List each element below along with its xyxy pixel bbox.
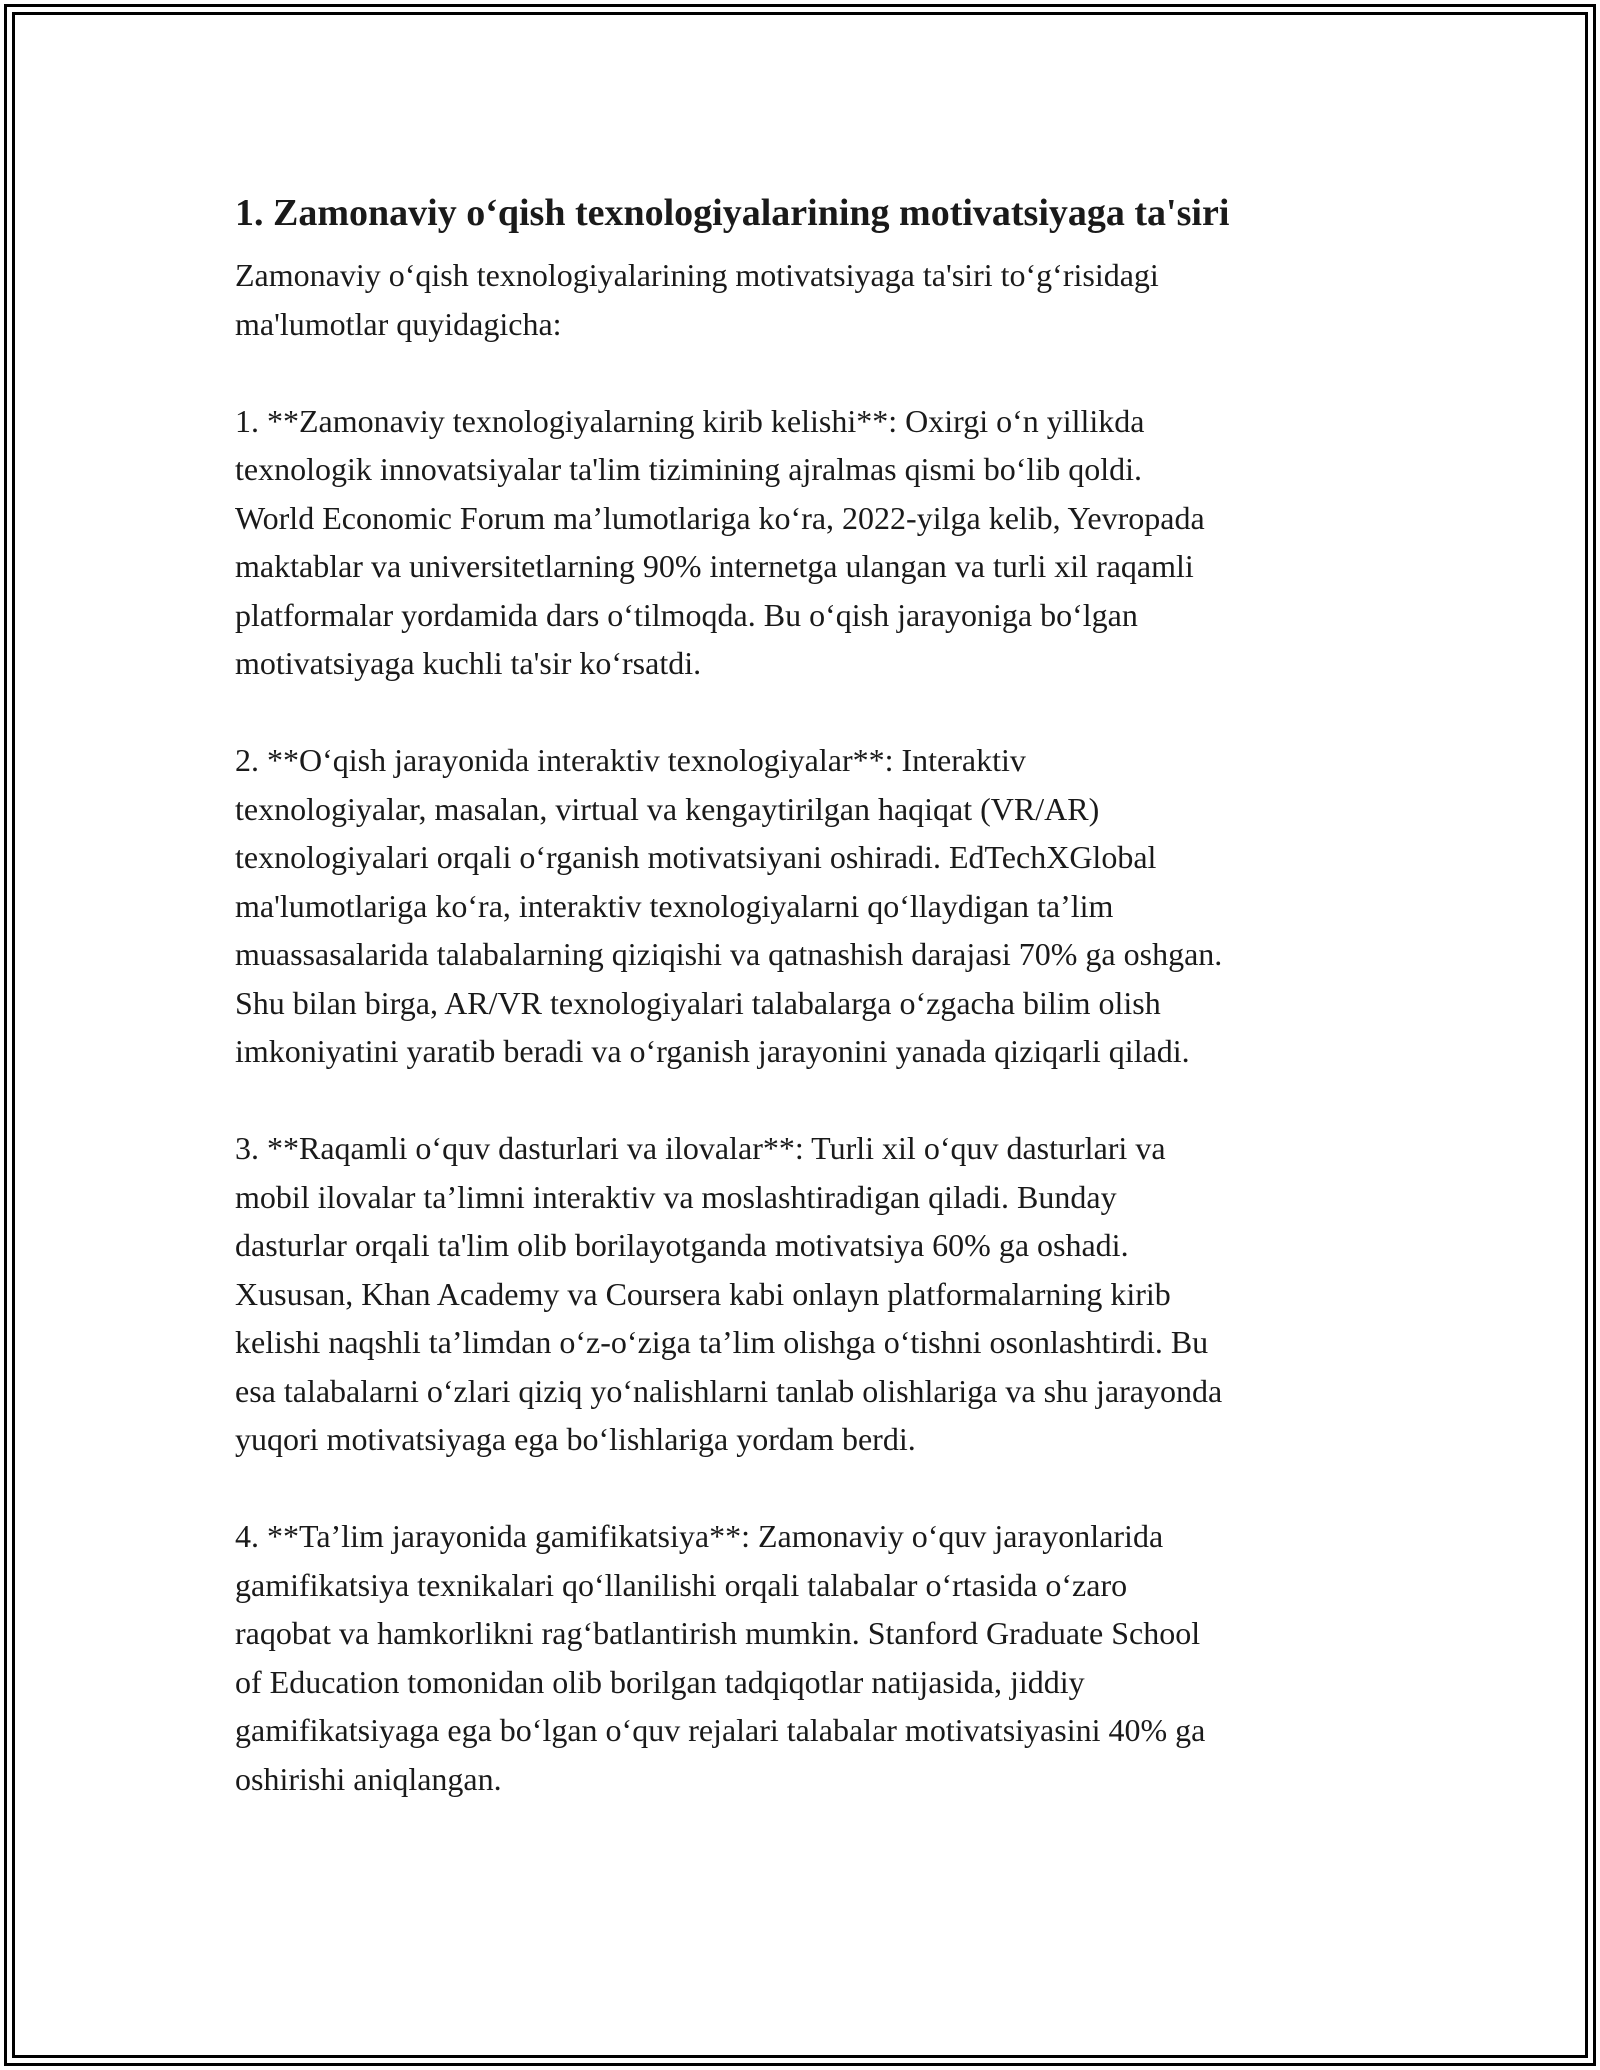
point-1-paragraph [235, 397, 1375, 688]
text-line: platformalar yordamida dars o‘tilmoqda. Bu o‘qish jarayoniga bo‘lgan [235, 596, 1138, 633]
text-line: 3. **Raqamli o‘quv dasturlari va ilovalar**: Turli xil o‘quv dasturlari va [235, 1130, 1166, 1166]
text-line: Xususan, Khan Academy va Coursera kabi onlayn platformalarning kirib [235, 1275, 1171, 1312]
text-line: yuqori motivatsiyaga ega bo‘lishlariga yordam berdi. [235, 1421, 916, 1457]
text-line: ma'lumotlar quyidagicha: [235, 305, 562, 342]
text-line: kelishi naqshli ta’limdan o‘z-o‘ziga ta’lim olishga o‘tishni osonlashtirdi. Bu [235, 1324, 1209, 1360]
intro-paragraph [235, 251, 1375, 348]
text-line: ma'lumotlariga ko‘ra, interaktiv texnologiyalarni qo‘llaydigan ta’lim [235, 887, 1114, 924]
text-line: Shu bilan birga, AR/VR texnologiyalari talabalarga o‘zgacha bilim olish [235, 984, 1161, 1021]
text-line: of Education tomonidan olib borilgan tadqiqotlar natijasida, jiddiy [235, 1663, 1085, 1700]
text-line: dasturlar orqali ta'lim olib borilayotganda motivatsiya 60% ga oshadi. [235, 1227, 1129, 1263]
text-line: texnologiyalar, masalan, virtual va kengaytirilgan haqiqat (VR/AR) [235, 790, 1100, 827]
text-line: esa talabalarni o‘zlari qiziq yo‘nalishlarni tanlab olishlariga va shu jarayonda [235, 1372, 1223, 1409]
text-line: maktablar va universitetlarning 90% internetga ulangan va turli xil raqamli [235, 548, 1194, 584]
document-body [235, 183, 1375, 1852]
text-line: mobil ilovalar ta’limni interaktiv va moslashtiradigan qiladi. Bunday [235, 1178, 1117, 1215]
text-line: texnologik innovatsiyalar ta'lim tizimining ajralmas qismi bo‘lib qoldi. [235, 451, 1142, 487]
text-line: 4. **Ta’lim jarayonida gamifikatsiya**: Zamonaviy o‘quv jarayonlarida [235, 1518, 1164, 1554]
point-2-paragraph [235, 736, 1375, 1076]
text-line: Zamonaviy o‘qish texnologiyalarining motivatsiyaga ta'siri to‘g‘risidagi [235, 257, 1159, 293]
text-line: imkoniyatini yaratib beradi va o‘rganish jarayonini yanada qiziqarli qiladi. [235, 1033, 1190, 1069]
point-3-paragraph [235, 1124, 1375, 1464]
point-4-paragraph [235, 1512, 1375, 1803]
text-line: World Economic Forum ma’lumotlariga ko‘ra, 2022-yilga kelib, Yevropada [235, 499, 1205, 536]
text-line: 1. **Zamonaviy texnologiyalarning kirib kelishi**: Oxirgi o‘n yillikda [235, 402, 1145, 439]
text-line: oshirishi aniqlangan. [235, 1760, 502, 1797]
text-line: muassasalarida talabalarning qiziqishi va qatnashish darajasi 70% ga oshgan. [235, 936, 1223, 972]
text-line: gamifikatsiya texnikalari qo‘llanilishi orqali talabalar o‘rtasida o‘zaro [235, 1566, 1128, 1603]
text-line: 2. **O‘qish jarayonida interaktiv texnologiyalar**: Interaktiv [235, 742, 1026, 778]
text-line: gamifikatsiyaga ega bo‘lgan o‘quv rejalari talabalar motivatsiyasini 40% ga [235, 1712, 1206, 1748]
document-title: 1. Zamonaviy o‘qish texnologiyalarining motivatsiyaga ta'siri [235, 192, 1230, 234]
text-line: raqobat va hamkorlikni rag‘batlantirish mumkin. Stanford Graduate School [235, 1615, 1201, 1651]
text-line: texnologiyalari orqali o‘rganish motivatsiyani oshiradi. EdTechXGlobal [235, 839, 1157, 875]
text-line: motivatsiyaga kuchli ta'sir ko‘rsatdi. [235, 645, 702, 681]
